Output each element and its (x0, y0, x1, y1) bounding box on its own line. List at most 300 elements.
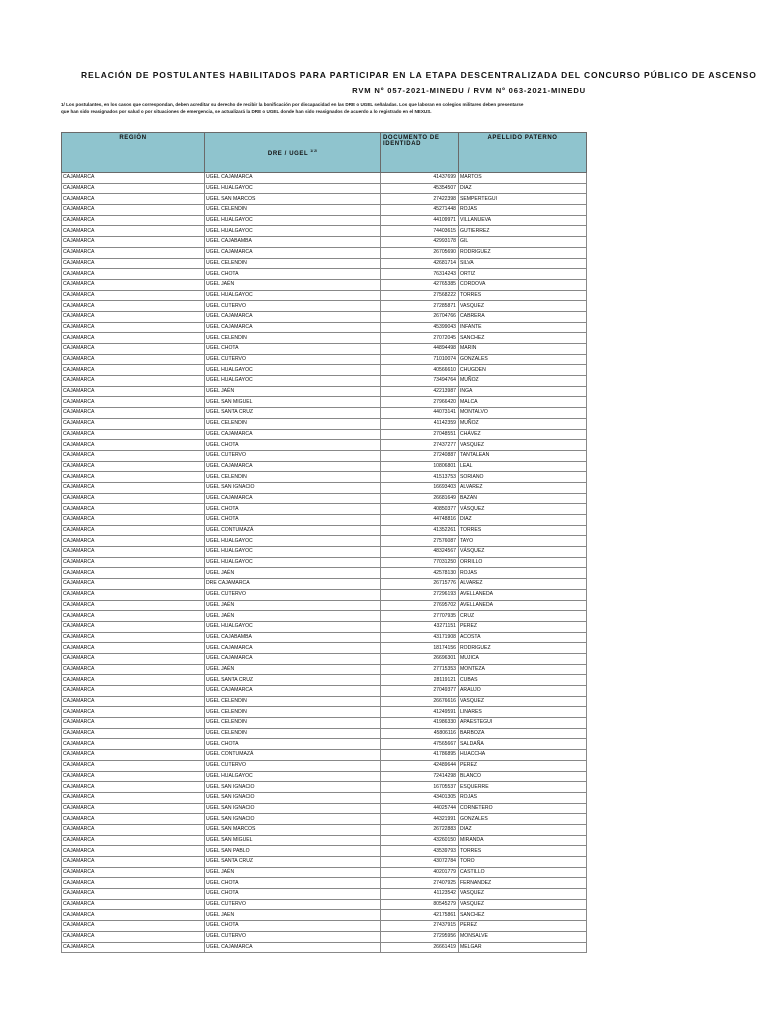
cell-documento: 27437277 (381, 440, 459, 451)
cell-dre-ugel: UGEL HUALGAYOC (205, 376, 381, 387)
table-row (62, 376, 587, 387)
cell-region: CAJAMARCA (62, 311, 205, 322)
cell-region: CAJAMARCA (62, 696, 205, 707)
cell-region: CAJAMARCA (62, 461, 205, 472)
cell-apellido: GONZALES (459, 814, 587, 825)
cell-dre-ugel: UGEL CAJABAMBA (205, 632, 381, 643)
cell-dre-ugel: UGEL SAN MIGUEL (205, 397, 381, 408)
cell-region: CAJAMARCA (62, 418, 205, 429)
cell-region: CAJAMARCA (62, 547, 205, 558)
cell-dre-ugel: UGEL CAJAMARCA (205, 942, 381, 953)
cell-dre-ugel: UGEL SAN IGNACIO (205, 792, 381, 803)
cell-documento: 42489644 (381, 760, 459, 771)
cell-dre-ugel: UGEL HUALGAYOC (205, 183, 381, 194)
cell-region: CAJAMARCA (62, 835, 205, 846)
table-row (62, 835, 587, 846)
cell-region: CAJAMARCA (62, 739, 205, 750)
cell-dre-ugel: UGEL CELENDIN (205, 707, 381, 718)
table-row (62, 440, 587, 451)
cell-dre-ugel: UGEL HUALGAYOC (205, 771, 381, 782)
cell-region: CAJAMARCA (62, 803, 205, 814)
cell-documento: 26722883 (381, 824, 459, 835)
cell-dre-ugel: UGEL SAN IGNACIO (205, 803, 381, 814)
cell-region: CAJAMARCA (62, 568, 205, 579)
cell-dre-ugel: UGEL CAJAMARCA (205, 322, 381, 333)
cell-dre-ugel: UGEL CHOTA (205, 269, 381, 280)
cell-documento: 41513753 (381, 472, 459, 483)
table-row (62, 365, 587, 376)
table-row (62, 857, 587, 868)
cell-apellido: SORIANO (459, 472, 587, 483)
cell-apellido: TORRES (459, 846, 587, 857)
table-row (62, 686, 587, 697)
cell-documento: 43401305 (381, 792, 459, 803)
cell-documento: 44073141 (381, 408, 459, 419)
cell-dre-ugel: UGEL CUTERVO (205, 931, 381, 942)
cell-apellido: DIAZ (459, 515, 587, 526)
table-row (62, 643, 587, 654)
cell-region: CAJAMARCA (62, 942, 205, 953)
table-row (62, 707, 587, 718)
cell-dre-ugel: UGEL CUTERVO (205, 760, 381, 771)
table-row (62, 493, 587, 504)
cell-documento: 71010074 (381, 354, 459, 365)
cell-documento: 44748816 (381, 515, 459, 526)
cell-apellido: CHÁVEZ (459, 429, 587, 440)
cell-region: CAJAMARCA (62, 686, 205, 697)
cell-dre-ugel: UGEL JAÉN (205, 867, 381, 878)
cell-dre-ugel: UGEL SANTA CRUZ (205, 408, 381, 419)
cell-dre-ugel: UGEL HUALGAYOC (205, 215, 381, 226)
cell-documento: 26705690 (381, 247, 459, 258)
cell-documento: 26661419 (381, 942, 459, 953)
table-row (62, 237, 587, 248)
cell-region: CAJAMARCA (62, 921, 205, 932)
cell-region: CAJAMARCA (62, 226, 205, 237)
header-region: REGIÓN (62, 133, 205, 173)
cell-apellido: CORDOVA (459, 279, 587, 290)
cell-dre-ugel: UGEL SAN MARCOS (205, 824, 381, 835)
cell-dre-ugel: UGEL CAJAMARCA (205, 247, 381, 258)
footnote-text (61, 101, 586, 115)
cell-region: CAJAMARCA (62, 269, 205, 280)
cell-region: CAJAMARCA (62, 771, 205, 782)
cell-dre-ugel: UGEL JAÉN (205, 568, 381, 579)
cell-region: CAJAMARCA (62, 258, 205, 269)
header-dre-ugel: DRE / UGEL $^{1/ 2/}$ (205, 133, 381, 173)
cell-apellido: AVELLANEDA (459, 600, 587, 611)
cell-region: CAJAMARCA (62, 301, 205, 312)
cell-region: CAJAMARCA (62, 782, 205, 793)
title-block (0, 70, 757, 97)
table-row (62, 504, 587, 515)
postulantes-table (61, 132, 587, 953)
cell-region: CAJAMARCA (62, 643, 205, 654)
cell-dre-ugel: UGEL HUALGAYOC (205, 365, 381, 376)
cell-apellido: GONZALES (459, 354, 587, 365)
cell-apellido: MONSALVE (459, 931, 587, 942)
cell-region: CAJAMARCA (62, 889, 205, 900)
cell-region: CAJAMARCA (62, 215, 205, 226)
cell-apellido: ALVAREZ (459, 579, 587, 590)
cell-dre-ugel: UGEL HUALGAYOC (205, 226, 381, 237)
cell-apellido: CUBAS (459, 675, 587, 686)
cell-documento: 41249591 (381, 707, 459, 718)
cell-apellido: VASQUEZ (459, 301, 587, 312)
cell-documento: 43260150 (381, 835, 459, 846)
cell-apellido: MARTOS (459, 173, 587, 184)
table-row (62, 183, 587, 194)
cell-documento: 45399043 (381, 322, 459, 333)
table-row (62, 515, 587, 526)
table-row (62, 728, 587, 739)
cell-documento: 48324567 (381, 547, 459, 558)
table-row (62, 600, 587, 611)
table-row (62, 942, 587, 953)
table-row (62, 931, 587, 942)
cell-region: CAJAMARCA (62, 408, 205, 419)
cell-dre-ugel: UGEL SAN IGNACIO (205, 482, 381, 493)
cell-apellido: VASQUEZ (459, 889, 587, 900)
table-row (62, 771, 587, 782)
cell-region: CAJAMARCA (62, 589, 205, 600)
cell-apellido: ARAUJO (459, 686, 587, 697)
cell-region: CAJAMARCA (62, 824, 205, 835)
cell-documento: 43072784 (381, 857, 459, 868)
cell-dre-ugel: UGEL CHOTA (205, 504, 381, 515)
cell-region: CAJAMARCA (62, 472, 205, 483)
cell-region: CAJAMARCA (62, 429, 205, 440)
cell-dre-ugel: UGEL CELENDIN (205, 696, 381, 707)
cell-dre-ugel: UGEL JAÉN (205, 600, 381, 611)
cell-documento: 41986330 (381, 718, 459, 729)
cell-region: CAJAMARCA (62, 290, 205, 301)
table-row (62, 814, 587, 825)
table-row (62, 568, 587, 579)
cell-region: CAJAMARCA (62, 664, 205, 675)
cell-apellido: TORRES (459, 525, 587, 536)
cell-region: CAJAMARCA (62, 846, 205, 857)
table-row (62, 247, 587, 258)
cell-documento: 18174156 (381, 643, 459, 654)
cell-documento: 28119121 (381, 675, 459, 686)
cell-documento: 27240887 (381, 450, 459, 461)
cell-region: CAJAMARCA (62, 899, 205, 910)
footnote-line-1: 1/ Los postulantes, en los casos que correspondan, deben acreditar su derecho de recibir la bonificación por discapacidad en las DRE o UGEL señaladas. Los que laboran en colegios militares deben presentarse (61, 102, 524, 107)
table-row (62, 290, 587, 301)
table-row (62, 739, 587, 750)
cell-region: CAJAMARCA (62, 450, 205, 461)
cell-apellido: LEAL (459, 461, 587, 472)
cell-region: CAJAMARCA (62, 183, 205, 194)
cell-region: CAJAMARCA (62, 440, 205, 451)
cell-documento: 44894498 (381, 344, 459, 355)
cell-region: CAJAMARCA (62, 354, 205, 365)
cell-region: CAJAMARCA (62, 760, 205, 771)
cell-region: CAJAMARCA (62, 675, 205, 686)
cell-region: CAJAMARCA (62, 579, 205, 590)
cell-apellido: INGA (459, 386, 587, 397)
cell-apellido: CHUGDEN (459, 365, 587, 376)
cell-documento: 27437915 (381, 921, 459, 932)
cell-apellido: VASQUEZ (459, 440, 587, 451)
cell-region: CAJAMARCA (62, 525, 205, 536)
table-body (62, 173, 587, 953)
cell-apellido: FERNANDEZ (459, 878, 587, 889)
header-documento: DOCUMENTO DE IDENTIDAD (381, 133, 459, 173)
cell-documento: 73494764 (381, 376, 459, 387)
cell-apellido: PEREZ (459, 621, 587, 632)
table-row (62, 301, 587, 312)
cell-region: CAJAMARCA (62, 237, 205, 248)
table-row (62, 589, 587, 600)
table-row (62, 205, 587, 216)
cell-documento: 27966420 (381, 397, 459, 408)
header-apellido: APELLIDO PATERNO (459, 133, 587, 173)
cell-dre-ugel: UGEL CELENDIN (205, 333, 381, 344)
table-row (62, 846, 587, 857)
cell-region: CAJAMARCA (62, 557, 205, 568)
table-row (62, 397, 587, 408)
table-row (62, 750, 587, 761)
cell-apellido: CABRERA (459, 311, 587, 322)
table-row (62, 760, 587, 771)
cell-dre-ugel: UGEL CUTERVO (205, 354, 381, 365)
cell-region: CAJAMARCA (62, 247, 205, 258)
cell-region: CAJAMARCA (62, 386, 205, 397)
cell-region: CAJAMARCA (62, 493, 205, 504)
cell-apellido: SEMPERTEGUI (459, 194, 587, 205)
table-row (62, 621, 587, 632)
cell-region: CAJAMARCA (62, 333, 205, 344)
cell-apellido: CASTILLO (459, 867, 587, 878)
cell-region: CAJAMARCA (62, 707, 205, 718)
cell-documento: 26704766 (381, 311, 459, 322)
table-row (62, 322, 587, 333)
cell-documento: 27568222 (381, 290, 459, 301)
cell-documento: 26681649 (381, 493, 459, 504)
cell-region: CAJAMARCA (62, 867, 205, 878)
cell-documento: 42993178 (381, 237, 459, 248)
cell-documento: 27576087 (381, 536, 459, 547)
cell-apellido: ROJAS (459, 792, 587, 803)
cell-dre-ugel: UGEL SAN MARCOS (205, 194, 381, 205)
cell-region: CAJAMARCA (62, 910, 205, 921)
header-footnote-mark: 1/ 2/ (310, 148, 318, 153)
cell-documento: 42578130 (381, 568, 459, 579)
cell-region: CAJAMARCA (62, 931, 205, 942)
cell-apellido: RODRIGUEZ (459, 643, 587, 654)
cell-dre-ugel: UGEL CELENDIN (205, 205, 381, 216)
cell-dre-ugel: UGEL CUTERVO (205, 450, 381, 461)
cell-documento: 80545279 (381, 899, 459, 910)
cell-dre-ugel: UGEL CONTUMAZÁ (205, 525, 381, 536)
cell-region: CAJAMARCA (62, 792, 205, 803)
table-row (62, 910, 587, 921)
table-row (62, 408, 587, 419)
cell-documento: 10806801 (381, 461, 459, 472)
table-row (62, 418, 587, 429)
cell-apellido: TORO (459, 857, 587, 868)
cell-dre-ugel: DRE CAJAMARCA (205, 579, 381, 590)
cell-dre-ugel: UGEL JAÉN (205, 386, 381, 397)
table-row (62, 279, 587, 290)
cell-dre-ugel: UGEL CHOTA (205, 739, 381, 750)
cell-documento: 74403615 (381, 226, 459, 237)
cell-documento: 76314243 (381, 269, 459, 280)
cell-documento: 16705537 (381, 782, 459, 793)
cell-documento: 16693403 (381, 482, 459, 493)
cell-documento: 27295956 (381, 931, 459, 942)
cell-apellido: ALVAREZ (459, 482, 587, 493)
table-row (62, 333, 587, 344)
table-row (62, 354, 587, 365)
table-row (62, 696, 587, 707)
table-row (62, 921, 587, 932)
table-row (62, 718, 587, 729)
cell-dre-ugel: UGEL CAJAMARCA (205, 461, 381, 472)
cell-apellido: VASQUEZ (459, 899, 587, 910)
cell-region: CAJAMARCA (62, 194, 205, 205)
cell-apellido: ORTIZ (459, 269, 587, 280)
cell-apellido: TANTALEAN (459, 450, 587, 461)
cell-apellido: BLANCO (459, 771, 587, 782)
cell-apellido: ROJAS (459, 568, 587, 579)
cell-documento: 40850377 (381, 504, 459, 515)
cell-dre-ugel: UGEL CELENDIN (205, 418, 381, 429)
cell-documento: 41437699 (381, 173, 459, 184)
cell-region: CAJAMARCA (62, 728, 205, 739)
table-row (62, 461, 587, 472)
table-row (62, 792, 587, 803)
table-row (62, 878, 587, 889)
cell-dre-ugel: UGEL JAÉN (205, 611, 381, 622)
cell-apellido: MELGAR (459, 942, 587, 953)
cell-dre-ugel: UGEL CELENDIN (205, 728, 381, 739)
cell-apellido: ORRILLO (459, 557, 587, 568)
cell-region: CAJAMARCA (62, 504, 205, 515)
cell-region: CAJAMARCA (62, 173, 205, 184)
cell-dre-ugel: UGEL JAEN (205, 910, 381, 921)
table-row (62, 664, 587, 675)
cell-dre-ugel: UGEL CUTERVO (205, 899, 381, 910)
table-row (62, 889, 587, 900)
cell-documento: 26676616 (381, 696, 459, 707)
cell-dre-ugel: UGEL CAJABAMBA (205, 237, 381, 248)
cell-apellido: MUÑOZ (459, 376, 587, 387)
table-row (62, 450, 587, 461)
cell-apellido: VÁSQUEZ (459, 547, 587, 558)
cell-apellido: INFANTE (459, 322, 587, 333)
cell-dre-ugel: UGEL CAJAMARCA (205, 653, 381, 664)
table-row (62, 579, 587, 590)
table-row (62, 899, 587, 910)
table-row (62, 557, 587, 568)
cell-documento: 44321991 (381, 814, 459, 825)
cell-apellido: VÁSQUEZ (459, 504, 587, 515)
cell-dre-ugel: UGEL HUALGAYOC (205, 536, 381, 547)
cell-apellido: SANCHEZ (459, 333, 587, 344)
cell-documento: 27422398 (381, 194, 459, 205)
cell-documento: 43171908 (381, 632, 459, 643)
cell-documento: 26715776 (381, 579, 459, 590)
cell-dre-ugel: UGEL CHOTA (205, 878, 381, 889)
cell-documento: 42681714 (381, 258, 459, 269)
table-row (62, 215, 587, 226)
cell-dre-ugel: UGEL HUALGAYOC (205, 557, 381, 568)
cell-documento: 27072045 (381, 333, 459, 344)
cell-dre-ugel: UGEL CAJAMARCA (205, 429, 381, 440)
cell-documento: 45271448 (381, 205, 459, 216)
table-row (62, 429, 587, 440)
cell-dre-ugel: UGEL CAJAMARCA (205, 643, 381, 654)
cell-apellido: APAESTEGUI (459, 718, 587, 729)
table-header-row (62, 133, 587, 173)
cell-documento: 27048551 (381, 429, 459, 440)
cell-documento: 40566610 (381, 365, 459, 376)
cell-dre-ugel: UGEL CUTERVO (205, 589, 381, 600)
cell-apellido: BAZAN (459, 493, 587, 504)
cell-apellido: ACOSTA (459, 632, 587, 643)
cell-apellido: CRUZ (459, 611, 587, 622)
cell-documento: 72414298 (381, 771, 459, 782)
cell-region: CAJAMARCA (62, 482, 205, 493)
cell-apellido: PEREZ (459, 921, 587, 932)
cell-dre-ugel: UGEL CONTUMAZÁ (205, 750, 381, 761)
table-row (62, 173, 587, 184)
cell-region: CAJAMARCA (62, 376, 205, 387)
cell-dre-ugel: UGEL CHOTA (205, 921, 381, 932)
document-title: RELACIÓN DE POSTULANTES HABILITADOS PARA PARTICIPAR EN LA ETAPA DESCENTRALIZADA DEL CONCURSO PÚBLICO DE ASCENSO (81, 70, 757, 80)
cell-documento: 27285871 (381, 301, 459, 312)
cell-apellido: MARIN (459, 344, 587, 355)
table-row (62, 386, 587, 397)
cell-dre-ugel: UGEL SAN MIGUEL (205, 835, 381, 846)
cell-region: CAJAMARCA (62, 397, 205, 408)
cell-documento: 77031250 (381, 557, 459, 568)
cell-dre-ugel: UGEL CAJAMARCA (205, 173, 381, 184)
table-row (62, 269, 587, 280)
cell-dre-ugel: UGEL SAN IGNACIO (205, 782, 381, 793)
cell-region: CAJAMARCA (62, 750, 205, 761)
cell-documento: 41786895 (381, 750, 459, 761)
cell-apellido: PEREZ (459, 760, 587, 771)
cell-documento: 43271151 (381, 621, 459, 632)
table-row (62, 258, 587, 269)
cell-apellido: SILVA (459, 258, 587, 269)
cell-apellido: HUACCHA (459, 750, 587, 761)
table-row (62, 226, 587, 237)
cell-apellido: ROJAS (459, 205, 587, 216)
cell-documento: 45806116 (381, 728, 459, 739)
table-row (62, 675, 587, 686)
cell-documento: 27296193 (381, 589, 459, 600)
cell-apellido: MUÑOZ (459, 418, 587, 429)
table-row (62, 344, 587, 355)
cell-dre-ugel: UGEL CHOTA (205, 440, 381, 451)
cell-apellido: MONTALVO (459, 408, 587, 419)
cell-region: CAJAMARCA (62, 814, 205, 825)
table-row (62, 194, 587, 205)
table-row (62, 803, 587, 814)
cell-dre-ugel: UGEL JAÉN (205, 279, 381, 290)
cell-region: CAJAMARCA (62, 857, 205, 868)
cell-documento: 42765385 (381, 279, 459, 290)
cell-dre-ugel: UGEL HUALGAYOC (205, 621, 381, 632)
cell-dre-ugel: UGEL CELENDIN (205, 718, 381, 729)
table-row (62, 653, 587, 664)
cell-dre-ugel: UGEL JAÉN (205, 664, 381, 675)
